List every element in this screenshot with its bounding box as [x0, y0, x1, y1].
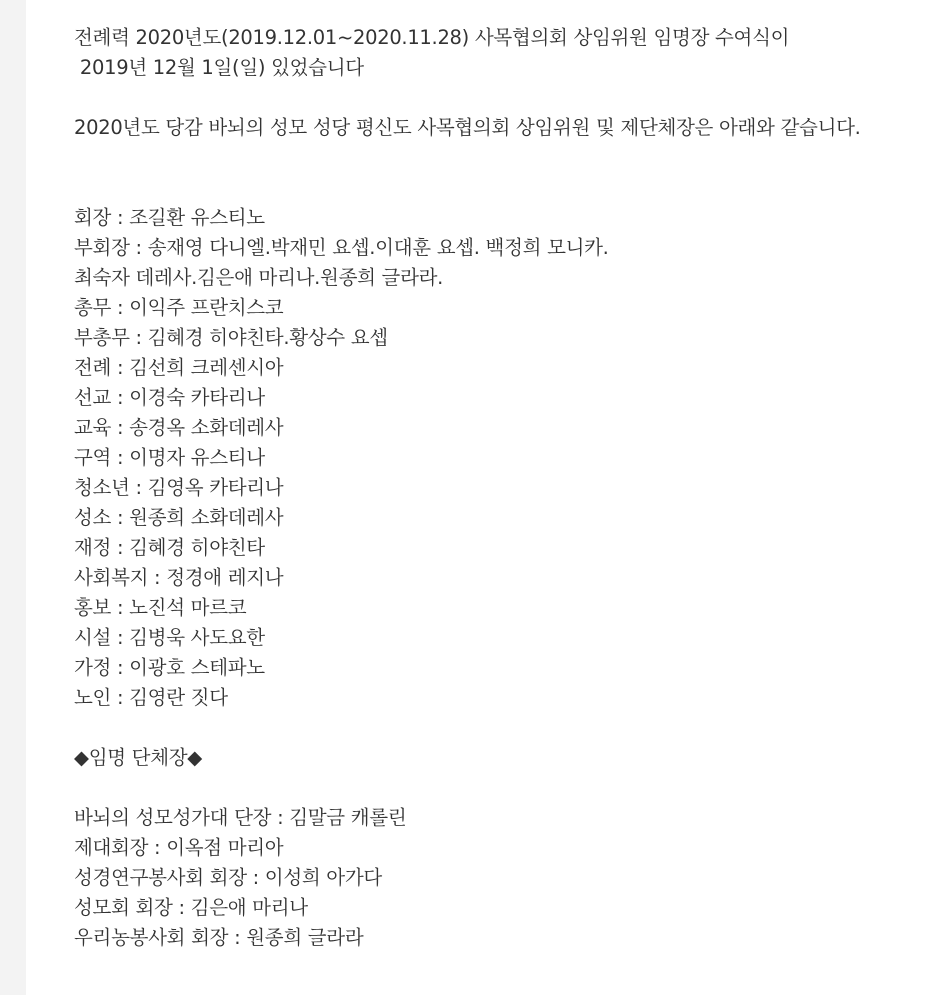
committee-line: 구역 : 이명자 유스티나 — [74, 446, 265, 469]
committee-line: 재정 : 김혜경 히야친타 — [74, 536, 265, 559]
committee-line: 성소 : 원종희 소화데레사 — [74, 506, 284, 529]
group-line: 바뇌의 성모성가대 단장 : 김말금 캐롤린 — [74, 806, 407, 829]
group-line: 우리농봉사회 회장 : 원종희 글라라 — [74, 926, 364, 949]
group-line: 성모회 회장 : 김은애 마리나 — [74, 896, 308, 919]
committee-line: 시설 : 김병욱 사도요한 — [74, 626, 265, 649]
committee-line: 교육 : 송경옥 소화데레사 — [74, 416, 284, 439]
group-line: 성경연구봉사회 회장 : 이성희 아가다 — [74, 866, 382, 889]
committee-line: 회장 : 조길환 유스티노 — [74, 206, 265, 229]
committee-line: 부총무 : 김혜경 히야친타.황상수 요셉 — [74, 326, 388, 349]
committee-list — [74, 203, 944, 713]
committee-line: 사회복지 : 정경애 레지나 — [74, 566, 284, 589]
committee-line: 청소년 : 김영옥 카타리나 — [74, 476, 284, 499]
intro-line-3: 2020년도 당감 바뇌의 성모 성당 평신도 사목협의회 상임위원 및 제단체장은 아래와 같습니다. — [74, 116, 861, 139]
document-body — [74, 0, 944, 953]
committee-line: 전례 : 김선희 크레센시아 — [74, 356, 284, 379]
committee-line: 최숙자 데레사.김은애 마리나.원종희 글라라. — [74, 266, 444, 289]
groups-list — [74, 803, 944, 953]
document-page — [26, 0, 946, 995]
groups-heading: ◆임명 단체장◆ — [74, 746, 202, 769]
committee-line: 홍보 : 노진석 마르코 — [74, 596, 247, 619]
intro-line-2: 2019년 12월 1일(일) 있었습니다 — [74, 56, 364, 79]
intro-line-1: 전례력 2020년도(2019.12.01~2020.11.28) 사목협의회 상임위원 임명장 수여식이 — [74, 26, 790, 49]
committee-line: 노인 : 김영란 짓다 — [74, 686, 228, 709]
group-line: 제대회장 : 이옥점 마리아 — [74, 836, 284, 859]
committee-line: 가정 : 이광호 스테파노 — [74, 656, 265, 679]
committee-line: 부회장 : 송재영 다니엘.박재민 요셉.이대훈 요셉. 백정희 모니카. — [74, 236, 609, 259]
committee-line: 총무 : 이익주 프란치스코 — [74, 296, 284, 319]
committee-line: 선교 : 이경숙 카타리나 — [74, 386, 265, 409]
